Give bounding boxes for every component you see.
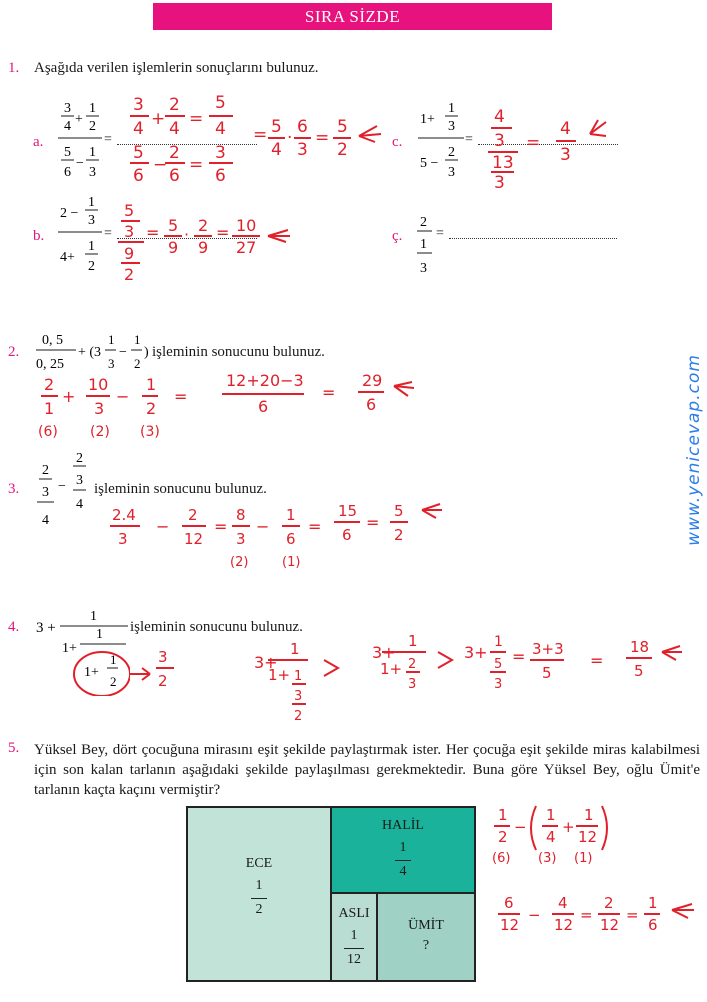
svg-text:=: = [590, 651, 604, 670]
svg-text:5: 5 [133, 143, 144, 163]
svg-text:5: 5 [64, 145, 71, 160]
svg-text:3: 3 [215, 143, 226, 163]
svg-text:0, 5: 0, 5 [42, 333, 63, 348]
svg-text:(6): (6) [38, 424, 58, 440]
svg-text:3: 3 [408, 677, 417, 692]
svg-text:2: 2 [110, 674, 117, 689]
svg-text:1: 1 [88, 239, 95, 254]
svg-text:3: 3 [494, 173, 505, 188]
svg-text:1+: 1+ [268, 666, 291, 684]
svg-text:5: 5 [271, 117, 282, 137]
svg-text:(1): (1) [574, 851, 593, 866]
svg-text:3: 3 [124, 222, 135, 241]
q1c2-equals: = [436, 226, 444, 241]
svg-text:4: 4 [133, 119, 144, 139]
svg-text:(6): (6) [492, 851, 511, 866]
q4-expression [34, 604, 130, 696]
svg-text:1: 1 [96, 627, 103, 642]
svg-text:−: − [514, 818, 527, 836]
svg-text:1: 1 [494, 634, 503, 650]
svg-text:3: 3 [560, 145, 571, 165]
svg-text:−: − [119, 345, 127, 360]
svg-text:1: 1 [286, 506, 296, 524]
q2-expression [34, 326, 152, 376]
svg-text:+: + [75, 112, 83, 127]
svg-text:−: − [58, 479, 66, 494]
q1a-expression [58, 96, 104, 193]
q1a-equals: = [104, 132, 112, 147]
svg-text:3: 3 [420, 261, 427, 276]
watermark: www.yenicevap.com [683, 354, 704, 546]
field-asli [330, 892, 378, 982]
q2-text: işleminin sonucunu bulunuz. [152, 344, 325, 360]
q3-number: 3. [8, 481, 20, 497]
svg-text:1: 1 [408, 632, 418, 650]
svg-text:4: 4 [271, 140, 282, 160]
q1c-complex-fraction [418, 96, 466, 188]
svg-text:1: 1 [44, 399, 55, 418]
svg-text:3: 3 [76, 473, 83, 488]
ece-label: ECE [245, 856, 273, 871]
svg-text:2: 2 [448, 145, 455, 160]
svg-text:1: 1 [134, 332, 141, 347]
q3-expression [36, 446, 92, 538]
svg-text:5: 5 [394, 502, 404, 520]
svg-text:6: 6 [342, 526, 352, 544]
svg-text:1: 1 [89, 145, 96, 160]
svg-text:4: 4 [42, 513, 49, 528]
asli-label: ASLI [338, 906, 370, 921]
q2-handwriting [36, 372, 416, 440]
svg-text:3: 3 [89, 165, 96, 180]
svg-text:2: 2 [188, 506, 198, 524]
svg-text:6: 6 [297, 117, 308, 137]
svg-text:3: 3 [64, 101, 71, 116]
svg-text:): ) [144, 345, 149, 360]
q4-number: 4. [8, 619, 20, 635]
svg-text:2 −: 2 − [60, 206, 79, 221]
svg-text:0, 25: 0, 25 [36, 357, 64, 372]
svg-text:1: 1 [546, 806, 556, 824]
svg-text:+: + [562, 818, 575, 836]
svg-text:13: 13 [492, 153, 514, 173]
svg-text:1+: 1+ [62, 641, 77, 656]
svg-text:5 −: 5 − [420, 156, 439, 171]
svg-text:−: − [256, 517, 270, 536]
q1-number: 1. [8, 60, 20, 76]
svg-text:3: 3 [118, 530, 128, 548]
ece-denominator: 2 [255, 902, 263, 917]
svg-text:=: = [253, 125, 268, 145]
q1a-handwriting [125, 88, 385, 188]
q1-text: Aşağıda verilen işlemlerin sonuçlarını bulunuz. [34, 60, 319, 76]
svg-text:6: 6 [64, 165, 71, 180]
svg-text:1: 1 [110, 652, 117, 667]
svg-text:12: 12 [600, 916, 620, 934]
svg-text:4: 4 [76, 497, 83, 512]
svg-text:4: 4 [560, 119, 571, 139]
svg-text:4: 4 [169, 119, 180, 139]
q4-text: işleminin sonucunu bulunuz. [130, 619, 303, 635]
ece-fraction-bar [251, 898, 267, 899]
q1a-complex-fraction [58, 96, 104, 188]
svg-text:12+20−3: 12+20−3 [226, 372, 304, 390]
svg-text:2: 2 [294, 709, 303, 724]
svg-text:−: − [156, 517, 170, 536]
asli-fraction-bar [344, 948, 364, 949]
q3-handwriting [110, 496, 450, 572]
svg-text:3: 3 [236, 530, 246, 548]
section-title: SIRA SİZDE [153, 3, 552, 30]
svg-text:=: = [308, 517, 322, 536]
svg-text:=: = [322, 383, 336, 402]
svg-text:3: 3 [42, 485, 49, 500]
svg-text:29: 29 [362, 372, 383, 390]
halil-numerator: 1 [399, 840, 407, 855]
svg-text:3: 3 [133, 95, 144, 115]
svg-text:1+: 1+ [380, 660, 403, 678]
q3-text: işleminin sonucunu bulunuz. [94, 481, 267, 497]
svg-text:=: = [626, 906, 639, 924]
svg-text:4: 4 [558, 894, 568, 912]
svg-text:6: 6 [215, 166, 226, 186]
svg-text:=: = [174, 387, 188, 406]
svg-text:=: = [366, 513, 380, 532]
field-ece [186, 806, 332, 982]
svg-text:5: 5 [168, 216, 179, 235]
svg-text:1: 1 [294, 669, 303, 684]
svg-text:3: 3 [94, 399, 105, 418]
svg-text:2: 2 [134, 356, 141, 371]
svg-text:2: 2 [146, 399, 157, 418]
q1a-label: a. [33, 134, 44, 150]
svg-text:3: 3 [448, 165, 455, 180]
svg-text:3: 3 [494, 131, 505, 151]
umit-value: ? [422, 938, 430, 953]
svg-text:(3): (3) [538, 851, 557, 866]
svg-text:6: 6 [133, 166, 144, 186]
svg-text:9: 9 [168, 238, 179, 257]
svg-text:=: = [189, 109, 204, 129]
svg-text:2: 2 [394, 526, 404, 544]
svg-text:=: = [512, 647, 526, 666]
svg-text:3: 3 [88, 213, 95, 228]
svg-text:=: = [214, 517, 228, 536]
halil-label: HALİL [382, 818, 424, 833]
svg-text:3 +: 3 + [36, 620, 56, 636]
svg-text:6: 6 [169, 166, 180, 186]
svg-text:1: 1 [448, 101, 455, 116]
svg-text:4: 4 [215, 119, 226, 139]
svg-text:(3): (3) [140, 424, 160, 440]
svg-text:·: · [287, 128, 293, 148]
svg-text:5: 5 [337, 117, 348, 137]
svg-text:3+: 3+ [464, 643, 488, 662]
svg-text:1: 1 [146, 375, 157, 394]
svg-text:3: 3 [297, 140, 308, 160]
svg-text:4: 4 [494, 107, 505, 127]
svg-text:3: 3 [448, 119, 455, 134]
svg-text:5: 5 [494, 657, 503, 672]
svg-text:−: − [153, 155, 168, 175]
svg-text:1: 1 [290, 640, 300, 658]
svg-text:4: 4 [64, 119, 71, 134]
svg-text:3+3: 3+3 [532, 640, 564, 658]
svg-text:2: 2 [408, 657, 417, 672]
svg-text:12: 12 [500, 916, 520, 934]
svg-text:1+: 1+ [420, 112, 435, 127]
field-umit [376, 892, 476, 982]
svg-text:3+: 3+ [254, 653, 278, 672]
svg-text:4+: 4+ [60, 250, 75, 265]
svg-text:2: 2 [604, 894, 614, 912]
halil-fraction-bar [395, 860, 411, 861]
svg-text:9: 9 [198, 238, 209, 257]
q1c-label: c. [392, 134, 403, 150]
svg-text:2: 2 [169, 143, 180, 163]
svg-text:5: 5 [215, 93, 226, 113]
q1c-handwriting [488, 104, 628, 188]
q1c-equals: = [465, 132, 473, 147]
svg-text:2: 2 [158, 672, 168, 690]
umit-label: ÜMİT [408, 918, 444, 933]
svg-text:1: 1 [90, 609, 97, 624]
q1b-equals: = [104, 226, 112, 241]
svg-text:·: · [184, 225, 190, 244]
q1c2-complex-fraction [416, 210, 436, 280]
svg-text:1: 1 [108, 332, 115, 347]
q5-number: 5. [8, 740, 20, 756]
q1c-expression [418, 96, 466, 193]
svg-text:3: 3 [294, 689, 303, 704]
svg-text:12: 12 [578, 828, 598, 846]
svg-text:2: 2 [198, 216, 209, 235]
svg-text:5: 5 [634, 662, 644, 680]
q1b-label: b. [33, 228, 45, 244]
svg-text:2.4: 2.4 [112, 506, 136, 524]
svg-text:10: 10 [88, 375, 109, 394]
svg-text:2: 2 [76, 451, 83, 466]
svg-text:6: 6 [286, 530, 296, 548]
svg-text:5: 5 [542, 664, 552, 682]
svg-text:8: 8 [236, 506, 246, 524]
svg-text:2: 2 [169, 95, 180, 115]
svg-text:2: 2 [124, 265, 135, 284]
q4-handwriting [128, 632, 688, 724]
svg-text:=: = [189, 155, 204, 175]
asli-numerator: 1 [350, 928, 358, 943]
q2-number: 2. [8, 344, 20, 360]
svg-text:3: 3 [158, 648, 168, 666]
ece-numerator: 1 [255, 878, 263, 893]
svg-text:5: 5 [124, 201, 135, 220]
svg-text:3: 3 [108, 356, 115, 371]
svg-text:(1): (1) [282, 555, 301, 570]
svg-text:10: 10 [236, 216, 257, 235]
q5-handwriting [488, 800, 698, 940]
svg-text:6: 6 [366, 395, 377, 414]
svg-text:=: = [526, 133, 541, 153]
svg-text:6: 6 [648, 916, 658, 934]
svg-text:15: 15 [338, 502, 358, 520]
svg-text:12: 12 [184, 530, 204, 548]
svg-text:2: 2 [420, 215, 427, 230]
q1b-expression [58, 190, 104, 287]
svg-text:1+: 1+ [84, 665, 99, 680]
svg-text:1: 1 [648, 894, 658, 912]
svg-text:2: 2 [42, 463, 49, 478]
q1b-complex-fraction [58, 190, 104, 282]
svg-text:+ (3: + (3 [78, 345, 102, 360]
svg-text:=: = [315, 128, 330, 148]
q1c2-label: ç. [392, 228, 403, 244]
q5-text: Yüksel Bey, dört çocuğuna mirasını eşit şekilde paylaştırmak ister. Her çocuğa eşit şekilde miras kalabilmesi için son kalan tarlanın aşağıdaki şekilde paylaşılması gerekmektedir. Buna göre Yüksel Bey, oğlu Ümit'e tarlanın kaçta kaçını vermiştir? [34, 742, 700, 798]
svg-text:=: = [146, 223, 160, 242]
svg-text:(2): (2) [90, 424, 110, 440]
halil-denominator: 4 [399, 864, 407, 879]
svg-text:2: 2 [498, 828, 508, 846]
svg-text:+: + [62, 387, 76, 406]
svg-text:+: + [151, 109, 166, 129]
svg-text:(2): (2) [230, 555, 249, 570]
svg-text:1: 1 [89, 101, 96, 116]
svg-text:2: 2 [89, 119, 96, 134]
svg-text:9: 9 [124, 244, 135, 263]
svg-text:−: − [76, 156, 84, 171]
svg-text:−: − [528, 906, 541, 924]
svg-text:=: = [216, 223, 230, 242]
svg-text:4: 4 [546, 828, 556, 846]
svg-text:1: 1 [498, 806, 508, 824]
q1b-handwriting [118, 198, 298, 286]
svg-text:2: 2 [44, 375, 55, 394]
svg-text:2: 2 [337, 140, 348, 160]
svg-text:=: = [580, 906, 593, 924]
svg-text:3+: 3+ [372, 643, 396, 662]
svg-text:1: 1 [420, 237, 427, 252]
svg-text:1: 1 [584, 806, 594, 824]
svg-text:12: 12 [554, 916, 574, 934]
svg-text:6: 6 [258, 397, 269, 416]
field-halil [330, 806, 476, 894]
svg-text:27: 27 [236, 238, 257, 257]
svg-text:18: 18 [630, 638, 650, 656]
asli-denominator: 12 [347, 952, 361, 967]
svg-text:2: 2 [88, 259, 95, 274]
svg-text:6: 6 [504, 894, 514, 912]
svg-text:1: 1 [88, 195, 95, 210]
svg-text:−: − [116, 387, 130, 406]
q1c2-answer-line [449, 237, 617, 239]
svg-text:3: 3 [494, 677, 503, 692]
q1c2-expression [416, 210, 436, 285]
